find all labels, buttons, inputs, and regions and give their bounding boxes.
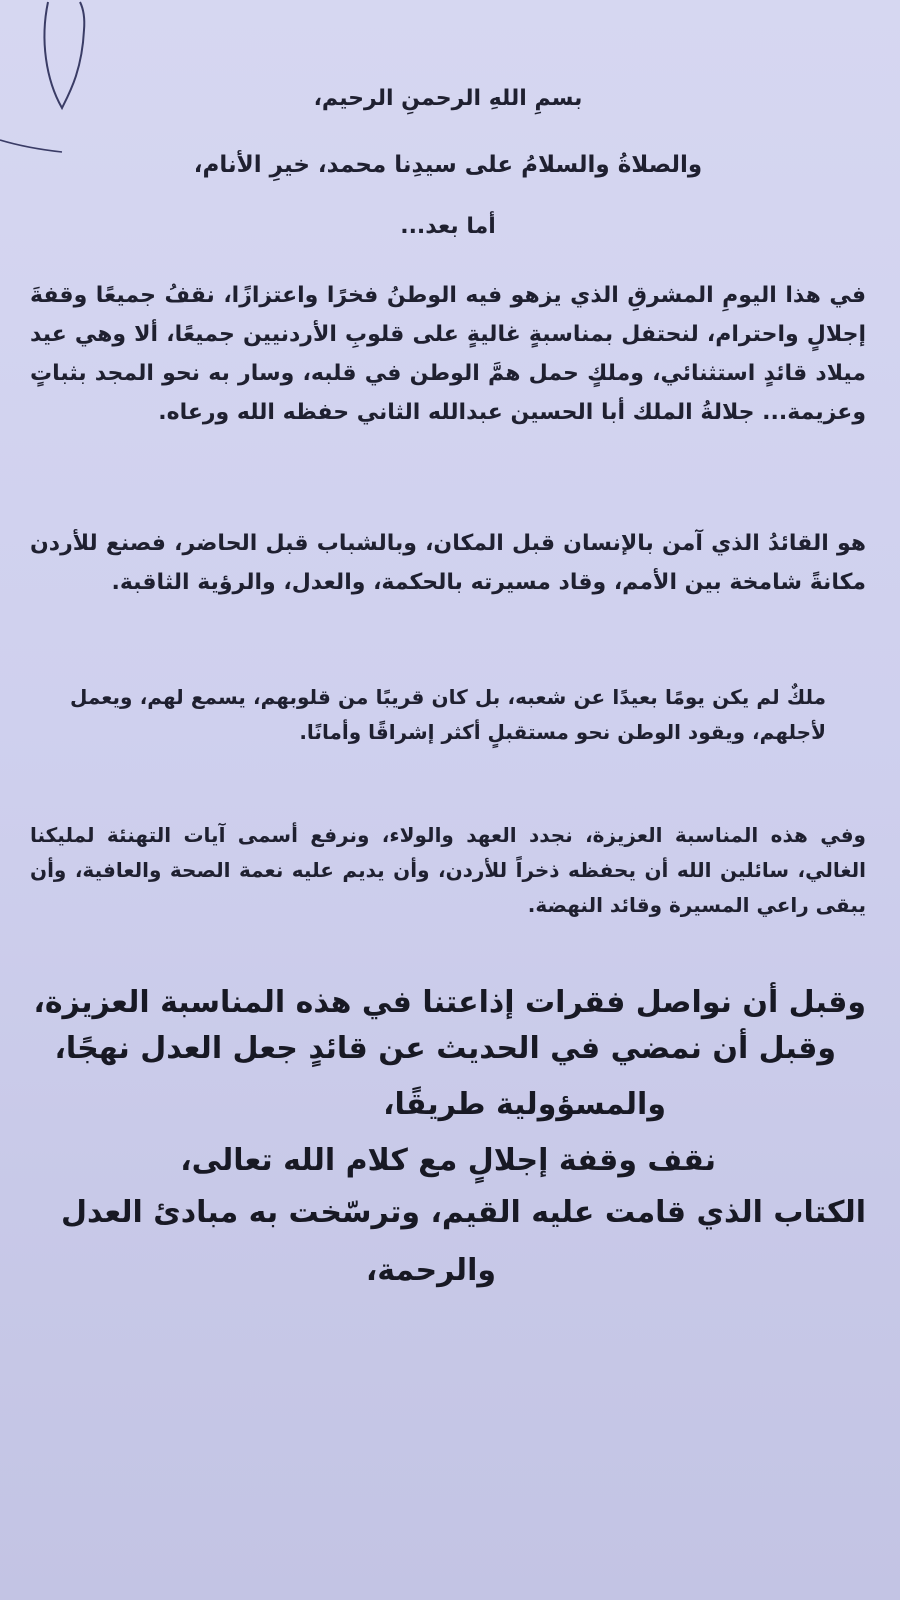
closing-line: والرحمة،	[365, 1253, 496, 1288]
amma-baad-line: أما بعد...	[400, 214, 496, 239]
closing-line: نقف وقفة إجلالٍ مع كلام الله تعالى،	[180, 1143, 716, 1178]
paragraph-leader: هو القائدُ الذي آمن بالإنسان قبل المكان، وبالشباب قبل الحاضر، فصنع للأردن مكانةً شامخة بين الأمم، وقاد مسيرته بالحكمة، والعدل، والرؤية الثاقبة.	[30, 531, 866, 595]
closing-line: وقبل أن نمضي في الحديث عن قائدٍ جعل العدل نهجًا،	[54, 1031, 836, 1066]
pen-scribble-mark	[0, 0, 120, 170]
salawat-line: والصلاةُ والسلامُ على سيدِنا محمد، خيرِ الأنام،	[193, 152, 703, 178]
closing-line: وقبل أن نواصل فقرات إذاعتنا في هذه المناسبة العزيزة،	[33, 985, 866, 1020]
closing-line: والمسؤولية طريقًا،	[383, 1087, 666, 1122]
paragraph-king-close-to-people: ملكٌ لم يكن يومًا بعيدًا عن شعبه، بل كان قريبًا من قلوبهم، يسمع لهم، ويعمل لأجلهم، ويقود الوطن نحو مستقبلٍ أكثر إشراقًا وأمانًا.	[70, 685, 826, 744]
paragraph-celebration: في هذا اليومِ المشرقِ الذي يزهو فيه الوطنُ فخرًا واعتزازًا، نقفُ جميعًا وقفةَ إجلالٍ واحترام، لنحتفل بمناسبةٍ غاليةٍ على قلوبِ الأردنيين جميعًا، ألا وهي عيد ميلاد قائدٍ استثنائي، وملكٍ حمل همَّ الوطن في قلبه، وسار به نحو المجد بثباتٍ وعزيمة... جلالةُ الملك أبا الحسين عبدالله الثاني حفظه الله ورعاه.	[30, 283, 866, 425]
closing-section	[30, 980, 866, 1294]
paragraph-renew-loyalty: وفي هذه المناسبة العزيزة، نجدد العهد والولاء، ونرفع أسمى آيات التهنئة لمليكنا الغالي، سائلين الله أن يحفظه ذخراً للأردن، وأن يديم عليه نعمة الصحة والعافية، وأن يبقى راعي المسيرة وقائد النهضة.	[30, 823, 866, 917]
basmala-line: بسمِ اللهِ الرحمنِ الرحيم،	[313, 86, 583, 111]
closing-line: الكتاب الذي قامت عليه القيم، وترسّخت به مبادئ العدل	[60, 1195, 866, 1230]
